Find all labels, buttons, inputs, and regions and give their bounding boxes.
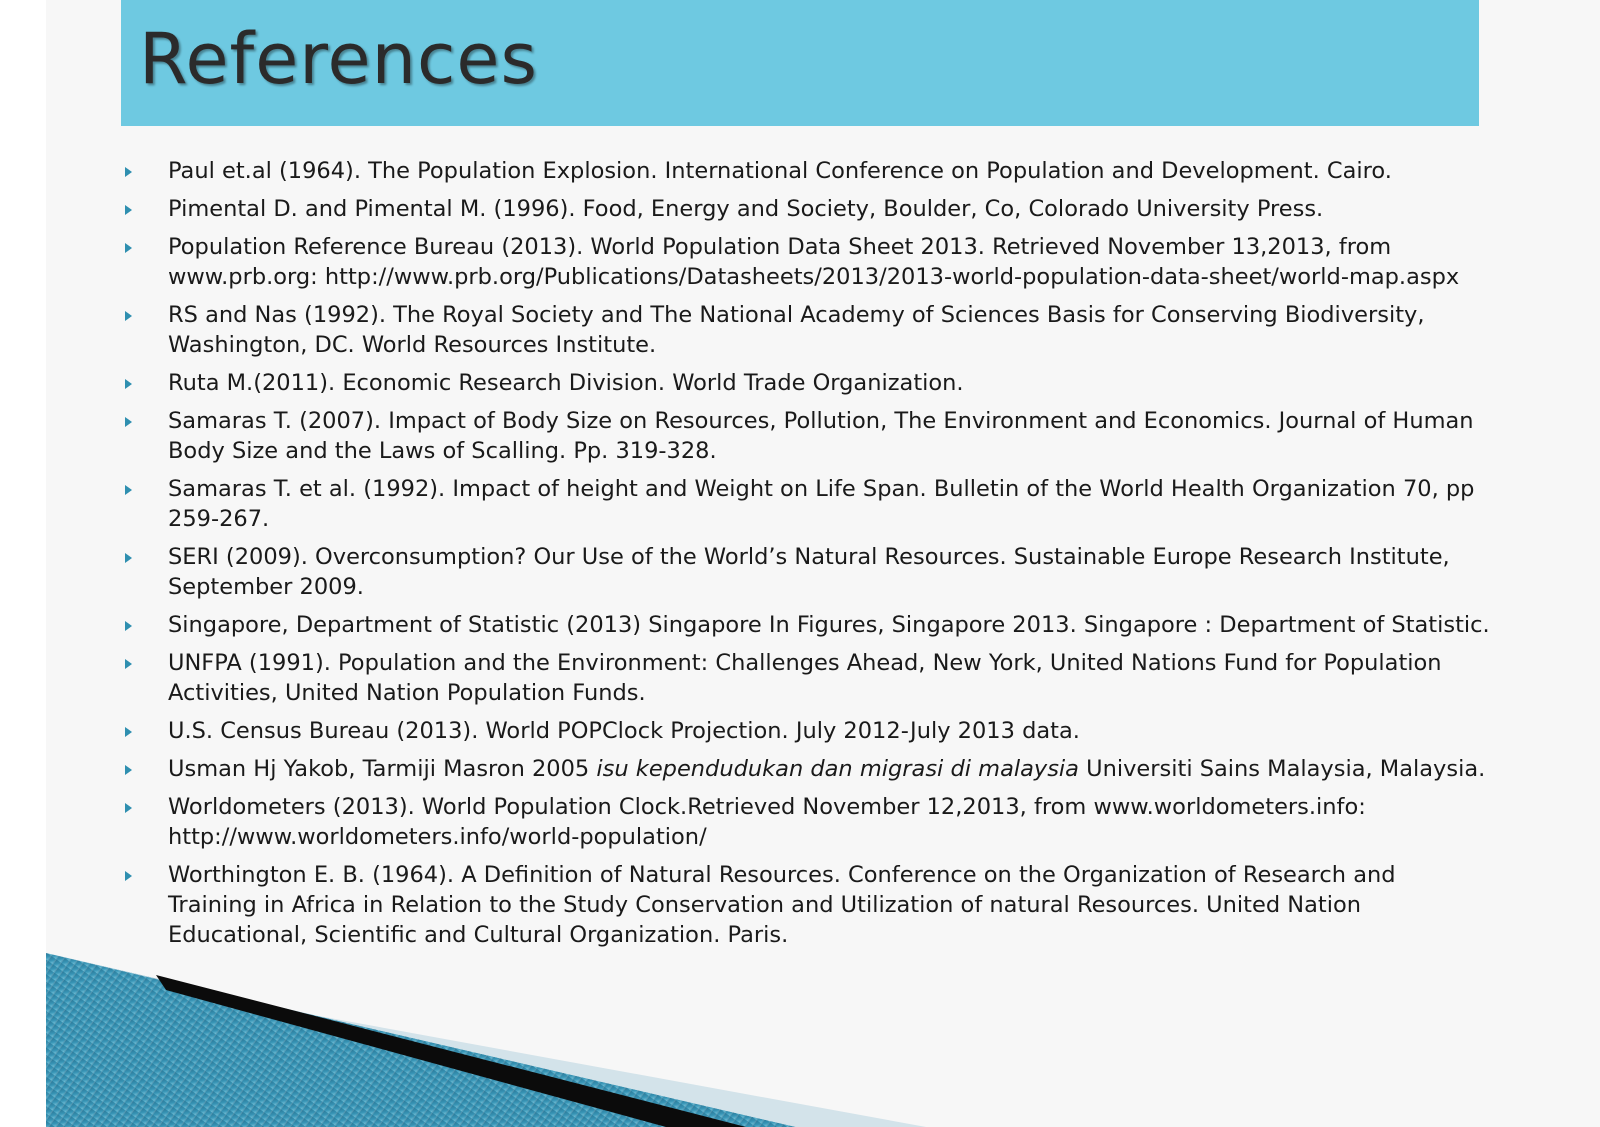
reference-text: U.S. Census Bureau (2013). World POPClock Projection. July 2012-July 2013 data. (168, 718, 1080, 744)
reference-text: Samaras T. (2007). Impact of Body Size on Resources, Pollution, The Environment and Economics. Journal of Human Body Size and the Laws of Scalling. Pp. 319-328. (168, 408, 1474, 464)
bullet-arrow-icon (125, 205, 132, 215)
bullet-arrow-icon (125, 553, 132, 563)
reference-text: Worthington E. B. (1964). A Definition of Natural Resources. Conference on the Organization of Research and Training in Africa in Relation to the Study Conservation and Utilization of natural Resources. United Nation Educational, Scientific and Cultural Organization. Paris. (168, 862, 1396, 948)
reference-item (121, 610, 1491, 640)
bullet-arrow-icon (125, 167, 132, 177)
bullet-arrow-icon (125, 621, 132, 631)
bullet-arrow-icon (125, 311, 132, 321)
reference-text: SERI (2009). Overconsumption? Our Use of the World’s Natural Resources. Sustainable Europe Research Institute, September 2009. (168, 544, 1450, 600)
bullet-arrow-icon (125, 765, 132, 775)
reference-publisher: Universiti Sains Malaysia, Malaysia. (1086, 756, 1486, 782)
slide-title: References (139, 18, 538, 100)
reference-list (121, 156, 1491, 958)
reference-item (121, 232, 1491, 292)
reference-text: Ruta M.(2011). Economic Research Division. World Trade Organization. (168, 370, 964, 396)
reference-item (121, 406, 1491, 466)
reference-item (121, 368, 1491, 398)
reference-item (121, 300, 1491, 360)
reference-text: Paul et.al (1964). The Population Explosion. International Conference on Population and Development. Cairo. (168, 158, 1392, 184)
bullet-arrow-icon (125, 417, 132, 427)
reference-item (121, 792, 1491, 852)
reference-item (121, 194, 1491, 224)
bullet-arrow-icon (125, 871, 132, 881)
reference-text: Worldometers (2013). World Population Clock.Retrieved November 12,2013, from www.worldometers.info: http://www.worldometers.info/world-population/ (168, 794, 1366, 850)
bullet-arrow-icon (125, 727, 132, 737)
reference-italic-title: isu kependudukan dan migrasi di malaysia (596, 756, 1079, 782)
reference-text: Population Reference Bureau (2013). World Population Data Sheet 2013. Retrieved November 13,2013, from www.prb.org: http://www.prb.org/Publications/Datasheets/2013/2013-world-population-data-sheet/world-map.aspx (168, 234, 1460, 290)
reference-authors: Usman Hj Yakob, Tarmiji Masron 2005 (168, 756, 590, 782)
reference-item (121, 474, 1491, 534)
reference-text: Singapore, Department of Statistic (2013) Singapore In Figures, Singapore 2013. Singapore : Department of Statistic. (168, 612, 1490, 638)
slide (46, 0, 1600, 1127)
reference-text: RS and Nas (1992). The Royal Society and The National Academy of Sciences Basis for Conserving Biodiversity, Washington, DC. World Resources Institute. (168, 302, 1425, 358)
reference-item (121, 860, 1491, 950)
bullet-arrow-icon (125, 379, 132, 389)
bullet-arrow-icon (125, 659, 132, 669)
reference-item (121, 648, 1491, 708)
reference-text: UNFPA (1991). Population and the Environment: Challenges Ahead, New York, United Nations Fund for Population Activities, United Nation Population Funds. (168, 650, 1442, 706)
reference-text: Pimental D. and Pimental M. (1996). Food, Energy and Society, Boulder, Co, Colorado University Press. (168, 196, 1324, 222)
bullet-arrow-icon (125, 485, 132, 495)
bullet-arrow-icon (125, 803, 132, 813)
reference-item (121, 156, 1491, 186)
reference-item (121, 716, 1491, 746)
reference-item (121, 542, 1491, 602)
bullet-arrow-icon (125, 243, 132, 253)
reference-text: Samaras T. et al. (1992). Impact of height and Weight on Life Span. Bulletin of the World Health Organization 70, pp 259-267. (168, 476, 1475, 532)
reference-item (121, 754, 1491, 784)
